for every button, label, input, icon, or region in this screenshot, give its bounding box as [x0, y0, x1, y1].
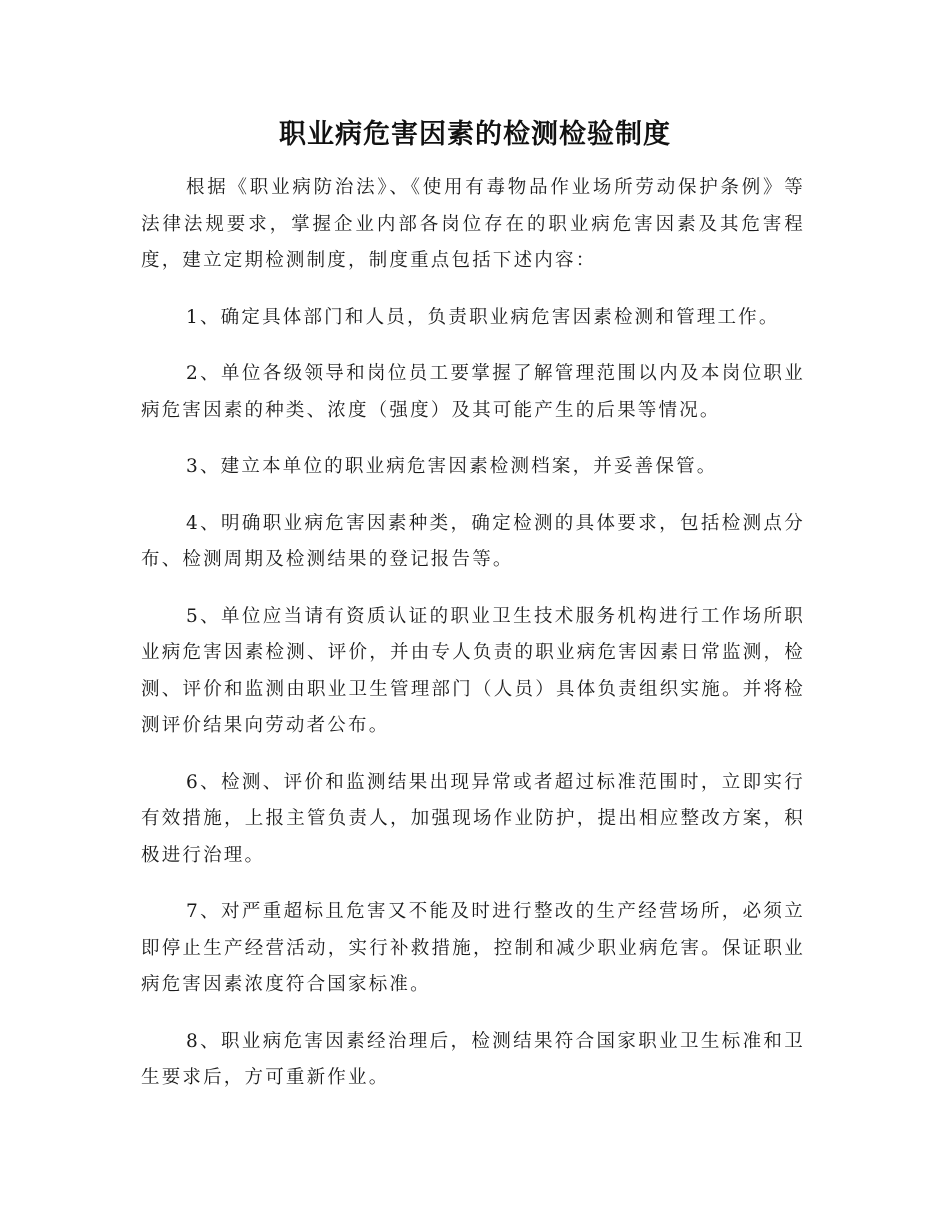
paragraph-item-3: 3、建立本单位的职业病危害因素检测档案，并妥善保管。 — [186, 456, 718, 477]
paragraph-intro: 根据《职业病防治法》、《使用有毒物品作业场所劳动保护条例》等法律法规要求，掌握企业内部各岗位存在的职业病危害因素及其危害程度，建立定期检测制度，制度重点包括下述内容： — [141, 177, 805, 271]
paragraph-item-6: 6、检测、评价和监测结果出现异常或者超过标准范围时，立即实行有效措施，上报主管负责人，加强现场作业防护，提出相应整改方案，积极进行治理。 — [141, 771, 805, 866]
paragraph-item-1: 1、确定具体部门和人员，负责职业病危害因素检测和管理工作。 — [186, 306, 780, 328]
paragraph-item-7: 7、对严重超标且危害又不能及时进行整改的生产经营场所，必须立即停止生产经营活动，实行补救措施，控制和减少职业病危害。保证职业病危害因素浓度符合国家标准。 — [141, 901, 805, 995]
paragraph-item-2: 2、单位各级领导和岗位员工要掌握了解管理范围以内及本岗位职业病危害因素的种类、浓度（强度）及其可能产生的后果等情况。 — [141, 363, 805, 421]
paragraph-item-5: 5、单位应当请有资质认证的职业卫生技术服务机构进行工作场所职业病危害因素检测、评价，并由专人负责的职业病危害因素日常监测，检测、评价和监测由职业卫生管理部门（人员）具体负责组织实施。并将检测评价结果向劳动者公布。 — [141, 605, 805, 736]
document-title: 职业病危害因素的检测检验制度 — [279, 119, 671, 150]
paragraph-item-4: 4、明确职业病危害因素种类，确定检测的具体要求，包括检测点分布、检测周期及检测结果的登记报告等。 — [141, 512, 805, 570]
paragraph-item-8: 8、职业病危害因素经治理后，检测结果符合国家职业卫生标准和卫生要求后，方可重新作业。 — [141, 1030, 805, 1088]
document-body — [141, 170, 805, 1117]
